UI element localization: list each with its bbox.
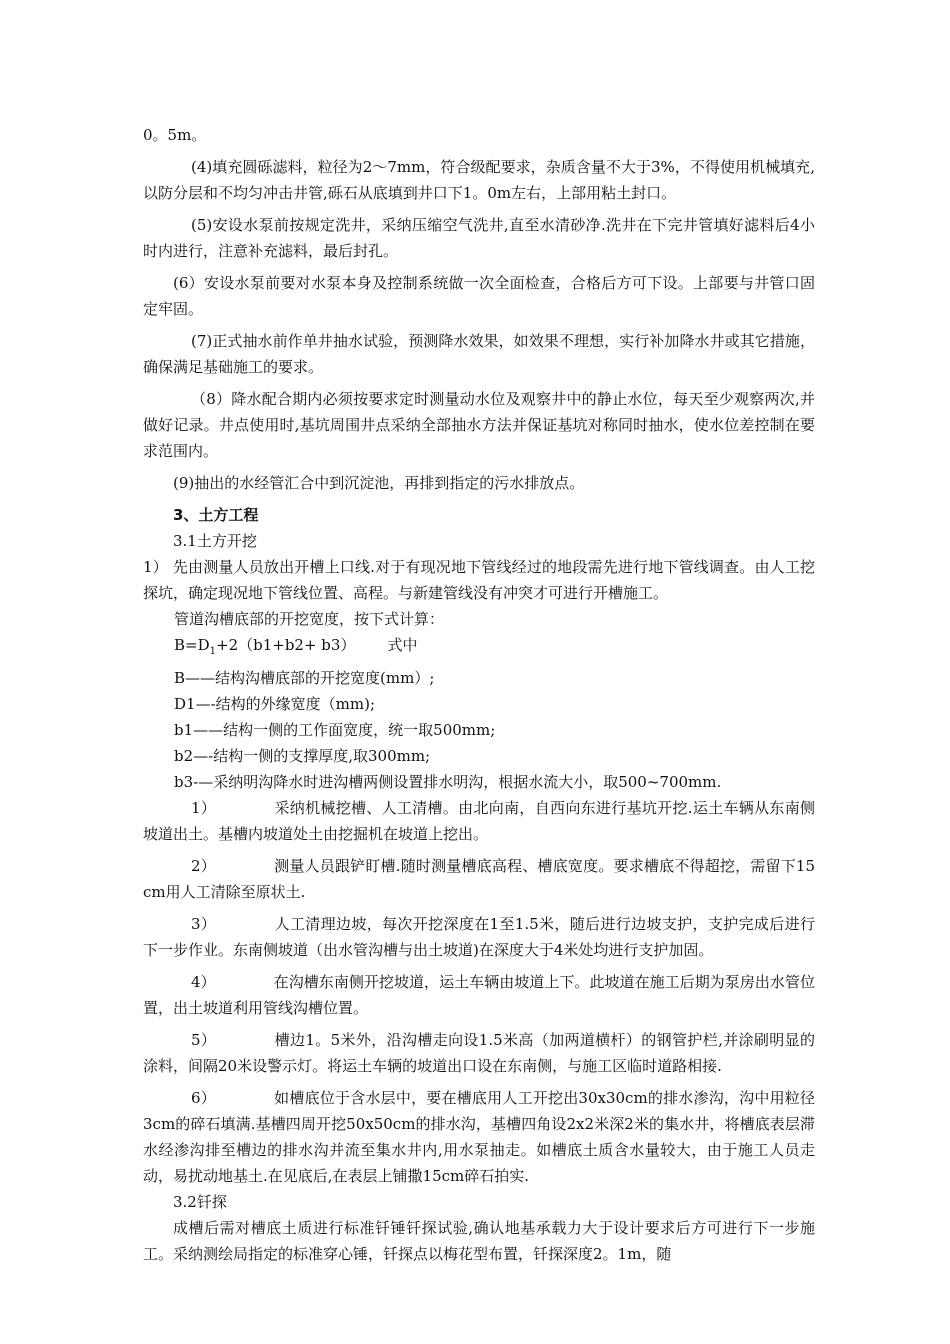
paragraph-7: (7)正式抽水前作单井抽水试验，预测降水效果，如效果不理想，实行补加降水井或其它措施，确保满足基础施工的要求。 bbox=[143, 332, 815, 376]
step-text: 槽边1。5米外，沿沟槽走向设1.5米高（加两道横杆）的钢管护栏,并涂刷明显的涂料，间隔20米设警示灯。将运土车辆的坡道出口设在东南侧，与施工区临时道路相接. bbox=[143, 1031, 816, 1075]
step-text: 人工清理边坡，每次开挖深度在1至1.5米，随后进行边坡支护，支护完成后进行下一步作业。东南侧坡道（出水管沟槽与出土坡道)在深度大于4米处均进行支护加固。 bbox=[143, 915, 815, 959]
step-5 bbox=[143, 1027, 815, 1079]
list-item-1: 1） 先由测量人员放出开槽上口线.对于有现况地下管线经过的地段需先进行地下管线调查。由人工挖探坑，确定现况地下管线位置、高程。与新建管线没有冲突才可进行开槽施工。 bbox=[143, 558, 815, 602]
formula bbox=[143, 632, 815, 665]
step-text: 在沟槽东南侧开挖坡道，运土车辆由坡道上下。此坡道在施工后期为泵房出水管位置，出土坡道利用管线沟槽位置。 bbox=[143, 973, 815, 1017]
step-number: 3） bbox=[191, 915, 217, 933]
step-text: 采纳机械挖槽、人工清槽。由北向南，自西向东进行基坑开挖.运土车辆从东南侧坡道出土。基槽内坡道处土由挖掘机在坡道上挖出。 bbox=[143, 799, 816, 843]
paragraph-continued: 0。5m。 bbox=[143, 126, 207, 144]
paragraph-6: (6）安设水泵前要对水泵本身及控制系统做一次全面检查，合格后方可下设。上部要与井管口固定牢固。 bbox=[143, 274, 815, 318]
paragraph-9: (9)抽出的水经管汇合中到沉淀池，再排到指定的污水排放点。 bbox=[173, 474, 585, 492]
step-number: 6） bbox=[191, 1089, 216, 1107]
subsection-heading-3-1: 3.1土方开挖 bbox=[173, 532, 257, 550]
formula-rhs: +2（b1+b2+ b3） bbox=[216, 636, 356, 654]
subsection-heading-3-2: 3.2钎探 bbox=[173, 1193, 227, 1211]
paragraph-5: (5)安设水泵前按规定洗井，采纳压缩空气洗井,直至水清砂净.洗井在下完井管填好滤料后4小时内进行，注意补充滤料，最后封孔。 bbox=[143, 216, 815, 260]
step-text: 测量人员跟铲盯槽.随时测量槽底高程、槽底宽度。要求槽底不得超挖，需留下15cm用人工清除至原状土. bbox=[143, 857, 816, 901]
definition-D1: D1—-结构的外缘宽度（mm); bbox=[174, 695, 375, 713]
step-text: 如槽底位于含水层中，要在槽底用人工开挖出30x30cm的排水渗沟，沟中用粒径3cm的碎石填满.基槽四周开挖50x50cm的排水沟，基槽四角设2x2米深2米的集水井，将槽底表层滞水经渗沟排至槽边的排水沟并流至集水井内,用水泵抽走。如槽底土质含水量较大，由于施工人员走动，易扰动地基土.在见底后,在表层上铺撒15cm碎石拍实. bbox=[143, 1089, 815, 1185]
definition-b3: b3-—采纳明沟降水时进沟槽两侧设置排水明沟，根据水流大小，取500~700mm. bbox=[174, 773, 722, 791]
step-number: 1） bbox=[191, 799, 217, 817]
formula-subscript: 1 bbox=[209, 646, 216, 657]
step-2 bbox=[143, 853, 815, 905]
definition-b1: b1——结构一侧的工作面宽度，统一取500mm; bbox=[174, 721, 496, 739]
section-heading: 3、土方工程 bbox=[173, 506, 259, 524]
step-6 bbox=[143, 1085, 815, 1189]
paragraph-4: (4)填充圆砾滤料，粒径为2～7mm，符合级配要求，杂质含量不大于3%，不得使用机械填充,以防分层和不均匀冲击井管,砾石从底填到井口下1。0m左右，上部用粘土封口。 bbox=[143, 158, 815, 202]
step-4 bbox=[143, 969, 815, 1021]
formula-lhs: B=D bbox=[174, 636, 210, 654]
step-3 bbox=[143, 911, 815, 963]
document-body bbox=[143, 122, 815, 1267]
formula-intro: 管道沟槽底部的开挖宽度，按下式计算： bbox=[174, 610, 445, 628]
paragraph-8: （8）降水配合期内必须按要求定时测量动水位及观察井中的静止水位，每天至少观察两次,并做好记录。井点使用时,基坑周围井点采纳全部抽水方法并保证基坑对称同时抽水，使水位差控制在要求范围内。 bbox=[143, 390, 815, 460]
step-number: 5） bbox=[191, 1031, 217, 1049]
formula-where: 式中 bbox=[387, 636, 418, 654]
step-number: 4） bbox=[191, 973, 216, 991]
probe-paragraph: 成槽后需对槽底土质进行标准钎锤钎探试验,确认地基承载力大于设计要求后方可进行下一步施工。采纳测绘局指定的标准穿心锤，钎探点以梅花型布置，钎探深度2。1m，随 bbox=[143, 1219, 815, 1263]
step-number: 2） bbox=[191, 857, 216, 875]
step-1 bbox=[143, 795, 815, 847]
definition-B: B——结构沟槽底部的开挖宽度(mm）; bbox=[174, 669, 435, 687]
definition-b2: b2—-结构一侧的支撑厚度,取300mm; bbox=[174, 747, 431, 765]
